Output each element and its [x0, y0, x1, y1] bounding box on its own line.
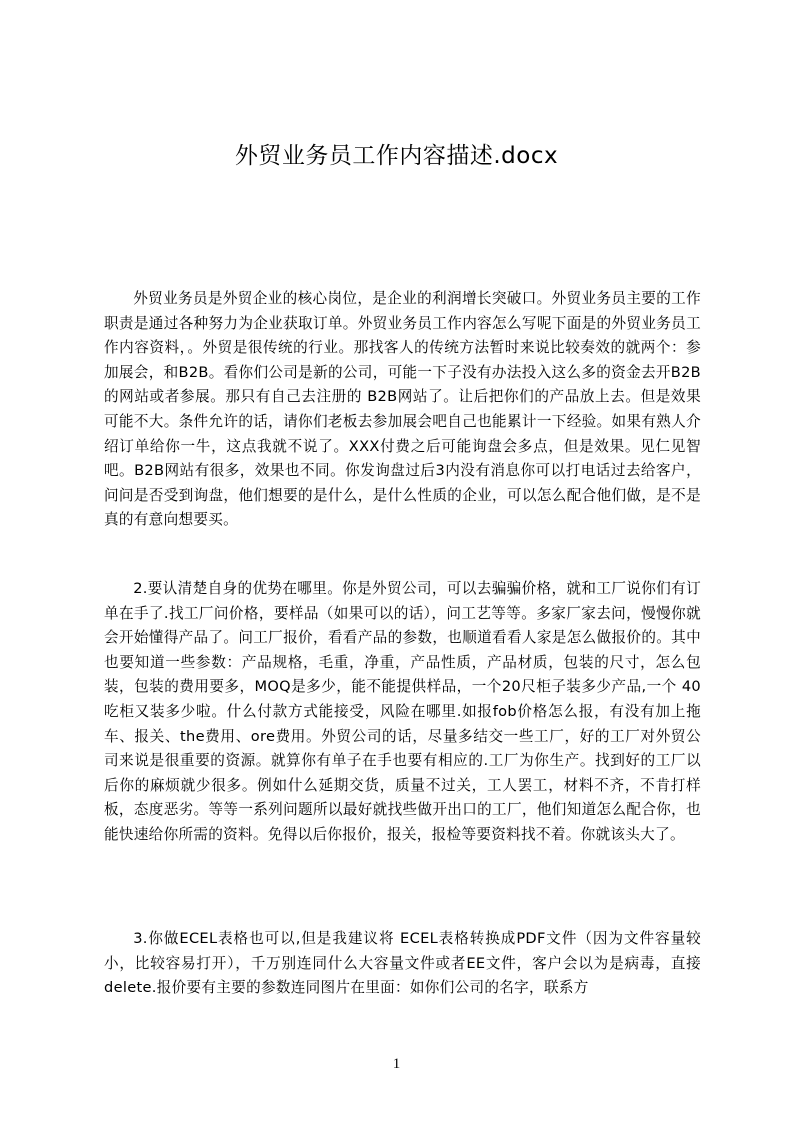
paragraph-2: 2.要认清楚自身的优势在哪里。你是外贸公司，可以去骗骗价格，就和工厂说你们有订单在手了.找工厂问价格，要样品（如果可以的话），问工艺等等。多家厂家去问，慢慢你就会开始懂得产品了。问工厂报价，看看产品的参数，也顺道看看人家是怎么做报价的。其中也要知道一些参数：产品规格，毛重，净重，产品性质，产品材质，包装的尺寸，怎么包装，包装的费用要多，MOQ是多少，能不能提供样品，一个20尺柜子装多少产品,一个 40吃柜又装多少啦。什么付款方式能接受，风险在哪里.如报fob价格怎么报，有没有加上拖车、报关、the费用、ore费用。外贸公司的话，尽量多结交一些工厂，好的工厂对外贸公司来说是很重要的资源。就算你有单子在手也要有相应的.工厂为你生产。找到好的工厂以后你的麻烦就少很多。例如什么延期交货，质量不过关，工人罢工，材料不齐，不肯打样板，态度恶劣。等等一系列问题所以最好就找些做开出口的工厂，他们知道怎么配合你，也能快速给你所需的资料。免得以后你报价，报关，报检等要资料找不着。你就该头大了。: [104, 580, 701, 843]
paragraph-3: 3.你做ECEL表格也可以,但是我建议将 ECEL表格转换成PDF文件（因为文件容量较小，比较容易打开），千万别连同什么大容量文件或者EE文件，客户会以为是病毒，直接delete.报价要有主要的参数连同图片在里面：如你们公司的名字，联系方: [104, 930, 701, 997]
document-title: 外贸业务员工作内容描述.docx: [234, 143, 559, 169]
paragraph-intro: 外贸业务员是外贸企业的核心岗位，是企业的利润增长突破口。外贸业务员主要的工作职责是通过各种努力为企业获取订单。外贸业务员工作内容怎么写呢下面是的外贸业务员工作内容资料，。外贸是很传统的行业。那找客人的传统方法暂时来说比较奏效的就两个：参加展会，和B2B。看你们公司是新的公司，可能一下子没有办法投入这么多的资金去开B2B的网站或者参展。那只有自己去注册的 B2B网站了。让后把你们的产品放上去。但是效果可能不大。条件允许的话，请你们老板去参加展会吧自己也能累计一下经验。如果有熟人介绍订单给你一牛，这点我就不说了。XXX付费之后可能询盘会多点，但是效果。见仁见智吧。B2B网站有很多，效果也不同。你发询盘过后3内没有消息你可以打电话过去给客户，问问是否受到询盘，他们想要的是什么，是什么性质的企业，可以怎么配合他们做，是不是真的有意向想要买。: [104, 290, 701, 529]
page-number: 1: [392, 1056, 401, 1072]
